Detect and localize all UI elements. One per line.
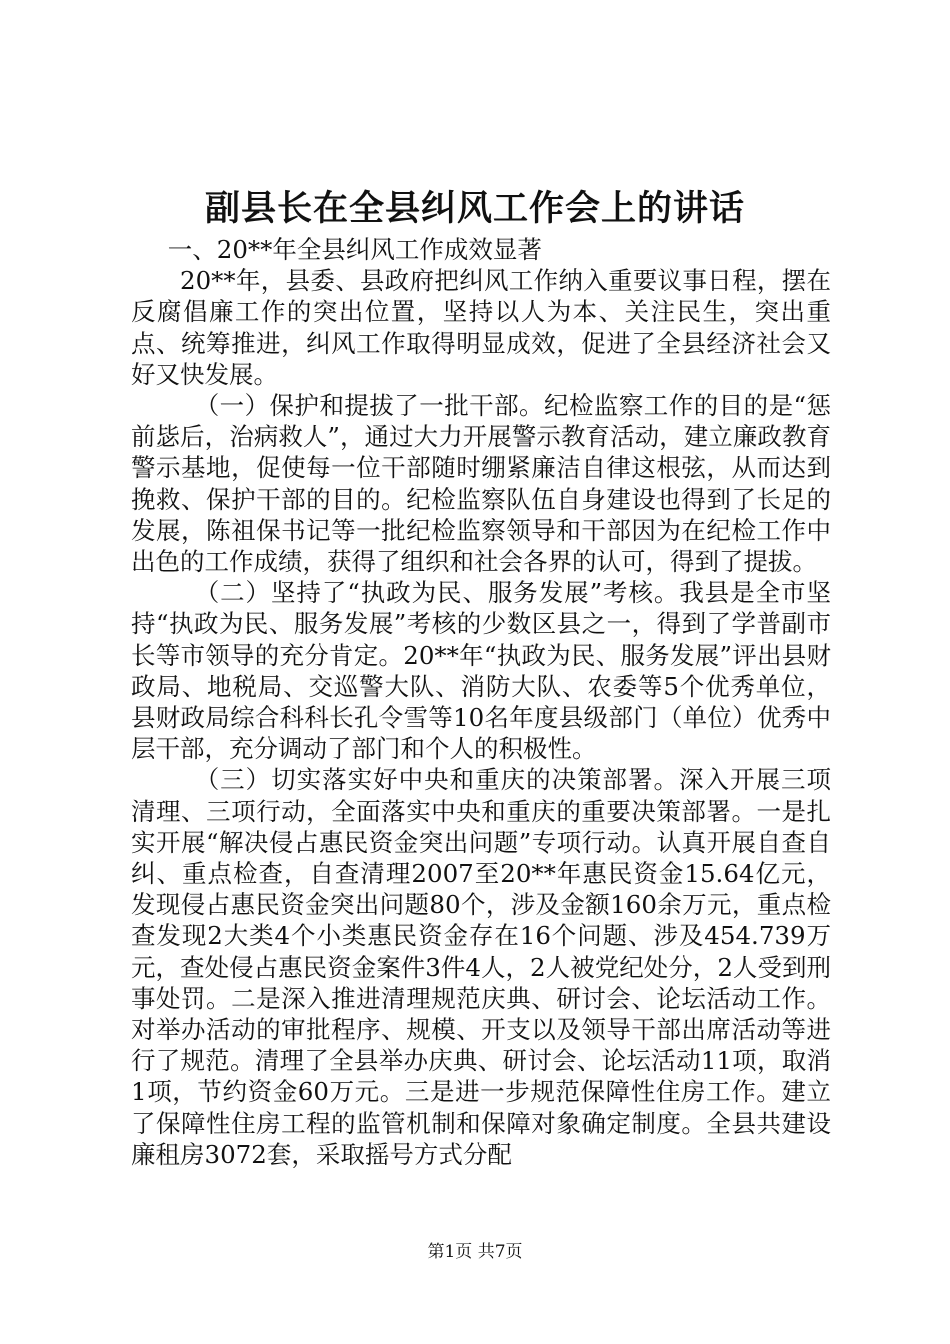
paragraph-item-3: （三）切实落实好中央和重庆的决策部署。深入开展三项清理、三项行动，全面落实中央和重庆的重要决策部署。一是扎实开展“解决侵占惠民资金突出问题”专项行动。认真开展自查自纠、重点检查，自查清理2007至20**年惠民资金15.64亿元，发现侵占惠民资金突出问题80个，涉及金额160余万元，重点检查发现2大类4个小类惠民资金存在16个问题、涉及454.739万元，查处侵占惠民资金案件3件4人，2人被党纪处分，2人受到刑事处罚。二是深入推进清理规范庆典、研讨会、论坛活动工作。对举办活动的审批程序、规模、开支以及领导干部出席活动等进行了规范。清理了全县举办庆典、研讨会、论坛活动11项，取消1项，节约资金60万元。三是进一步规范保障性住房工作。建立了保障性住房工程的监管机制和保障对象确定制度。全县共建设廉租房3072套，采取摇号方式分配 (131, 765, 831, 1169)
section-heading: 一、20**年全县纠风工作成效显著 (167, 235, 542, 264)
paragraph-intro: 20**年，县委、县政府把纠风工作纳入重要议事日程，摆在反腐倡廉工作的突出位置，坚持以人为本、关注民生，突出重点、统筹推进，纠风工作取得明显成效，促进了全县经济社会又好又快发展。 (131, 266, 831, 389)
document-body (131, 234, 831, 1170)
paragraph-item-1: （一）保护和提拔了一批干部。纪检监察工作的目的是“惩前毖后，治病救人”，通过大力开展警示教育活动，建立廉政教育警示基地，促使每一位干部随时绷紧廉洁自律这根弦，从而达到挽救、保护干部的目的。纪检监察队伍自身建设也得到了长足的发展，陈祖保书记等一批纪检监察领导和干部因为在纪检工作中出色的工作成绩，获得了组织和社会各界的认可，得到了提拔。 (131, 391, 831, 577)
document-title: 副县长在全县纠风工作会上的讲话 (204, 188, 745, 229)
page-footer: 第1页 共7页 (427, 1242, 523, 1262)
paragraph-item-2: （二）坚持了“执政为民、服务发展”考核。我县是全市坚持“执政为民、服务发展”考核的少数区县之一，得到了学普副市长等市领导的充分肯定。20**年“执政为民、服务发展”评出县财政局、地税局、交巡警大队、消防大队、农委等5个优秀单位，县财政局综合科科长孔令雪等10名年度县级部门（单位）优秀中层干部，充分调动了部门和个人的积极性。 (131, 578, 831, 764)
